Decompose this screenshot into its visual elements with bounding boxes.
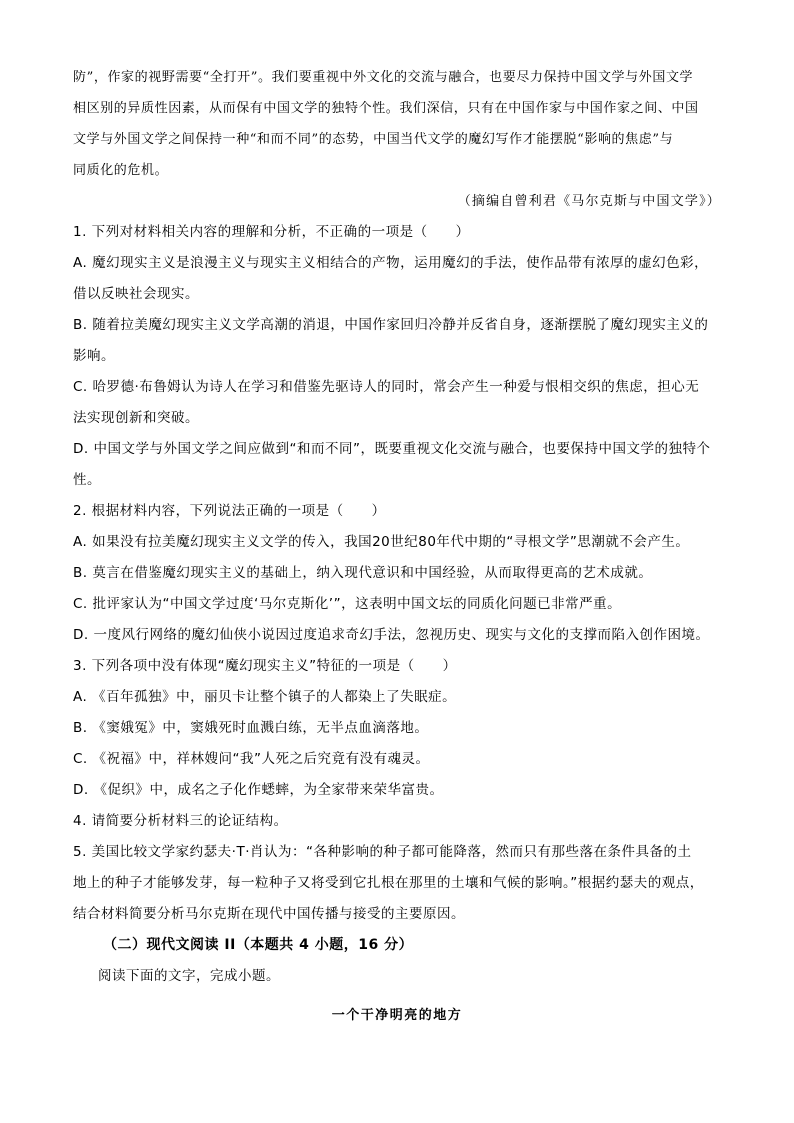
question-line: D. 一度风行网络的魔幻仙侠小说因过度追求奇幻手法，忽视历史、现实与文化的支撑而陷入创作困境。 [73,627,710,643]
question-line: 地上的种子才能够发芽，每一粒种子又将受到它扎根在那里的土壤和气候的影响。”根据约瑟夫的观点， [73,875,704,891]
question-line: B. 随着拉美魔幻现实主义文学高潮的消退，中国作家回归冷静并反省自身，逐渐摆脱了魔幻现实主义的 [73,317,709,333]
question-line: B. 莫言在借鉴魔幻现实主义的基础上，纳入现代意识和中国经验，从而取得更高的艺术成就。 [73,565,653,581]
passage-line: 相区别的异质性因素，从而保有中国文学的独特个性。我们深信，只有在中国作家与中国作家之间、中国 [73,101,699,116]
passage-line: 防”，作家的视野需要“全打开”。我们要重视中外文化的交流与融合，也要尽力保持中国文学与外国文学 [73,70,694,85]
intro-passage [73,62,721,186]
question-line: 借以反映社会现实。 [73,286,199,302]
question-line: 影响。 [73,348,115,364]
question-line: D. 《促织》中，成名之子化作蟋蟀，为全家带来荣华富贵。 [73,782,444,798]
question-line: A. 魔幻现实主义是浪漫主义与现实主义相结合的产物，运用魔幻的手法，使作品带有浓厚的虚幻色彩， [73,255,709,271]
question-line: B. 《窦娥冤》中，窦娥死时血溅白练，无半点血滴落地。 [73,720,429,736]
question-line: 性。 [73,472,101,488]
question-line: C. 哈罗德·布鲁姆认为诗人在学习和借鉴先驱诗人的同时，常会产生一种爱与恨相交织的焦虑，担心无 [73,379,700,395]
question-line: C. 批评家认为“中国文学过度‘马尔克斯化’”，这表明中国文坛的同质化问题已非常严重。 [73,596,622,612]
document-page [73,62,721,1023]
question-line: 3. 下列各项中没有体现“魔幻现实主义”特征的一项是（ ） [73,658,457,674]
section-heading: （二）现代文阅读 II（本题共 4 小题，16 分） [103,937,414,953]
question-line: D. 中国文学与外国文学之间应做到“和而不同”，既要重视文化交流与融合，也要保持中国文学的独特个 [73,441,711,457]
passage-line: 同质化的危机。 [73,163,169,178]
question-line: 5. 美国比较文学家约瑟夫·T·肖认为：“各种影响的种子都可能降落，然而只有那些落在条件具备的土 [73,844,692,860]
instruction-text: 阅读下面的文字，完成小题。 [98,968,280,984]
story-title: 一个干净明亮的地方 [331,1008,463,1023]
passage-line: 文学与外国文学之间保持一种“和而不同”的态势，中国当代文学的魔幻写作才能摆脱“影响的焦虑”与 [73,132,674,147]
question-line: A. 如果没有拉美魔幻现实主义文学的传入，我国20世纪80年代中期的“寻根文学”思潮就不会产生。 [73,534,690,550]
questions-block [73,217,721,930]
question-line: 1. 下列对材料相关内容的理解和分析，不正确的一项是（ ） [73,224,470,240]
question-line: 法实现创新和突破。 [73,410,199,426]
question-line: 4. 请简要分析材料三的论证结构。 [73,813,288,829]
question-line: A. 《百年孤独》中，丽贝卡让整个镇子的人都染上了失眠症。 [73,689,457,705]
question-line: 2. 根据材料内容，下列说法正确的一项是（ ） [73,503,386,519]
question-line: C. 《祝福》中，祥林嫂问“我”人死之后究竟有没有魂灵。 [73,751,430,767]
source-citation: （摘编自曾利君《马尔克斯与中国文学》） [457,194,721,209]
question-line: 结合材料简要分析马尔克斯在现代中国传播与接受的主要原因。 [73,906,465,922]
